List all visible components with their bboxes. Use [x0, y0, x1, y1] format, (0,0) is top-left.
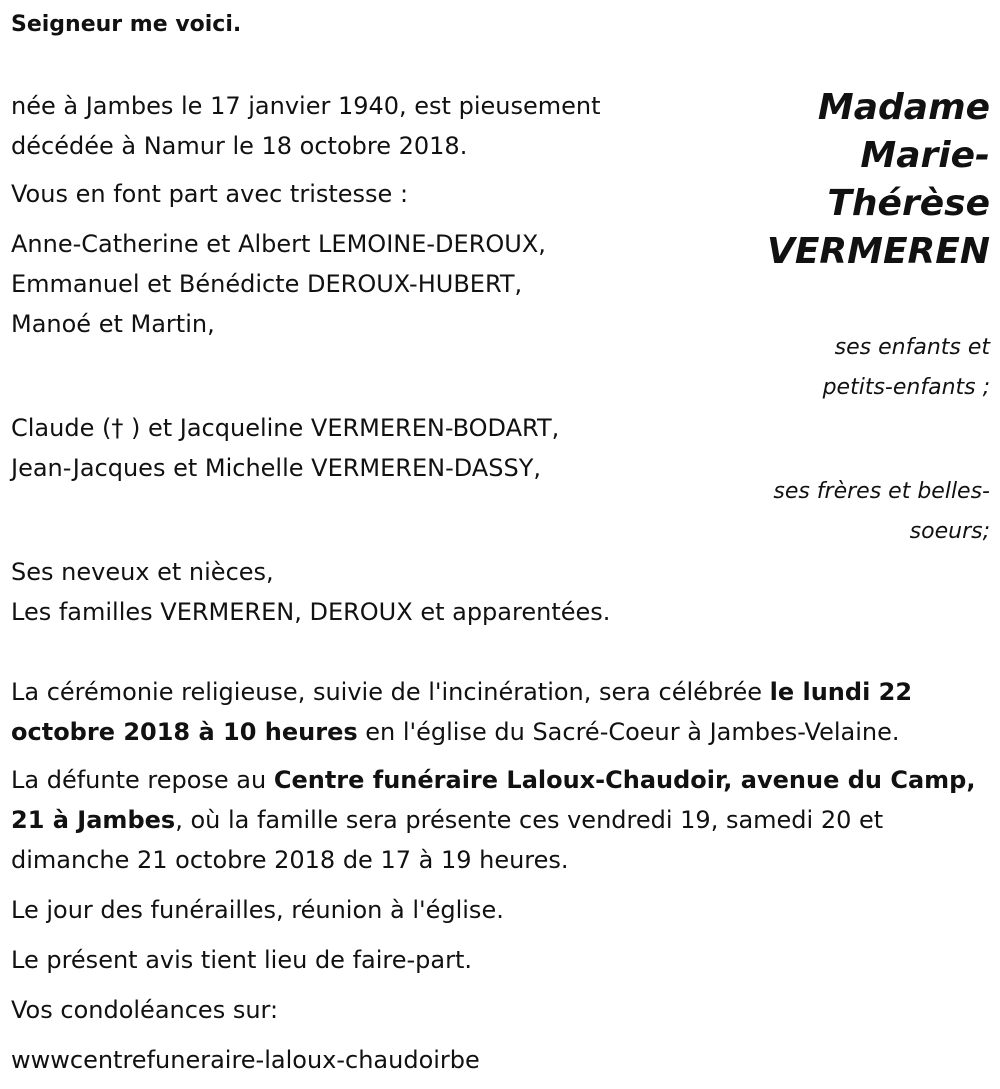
deceased-name [730, 84, 990, 276]
name-line-4: VERMEREN [766, 231, 990, 272]
others-line-2: Les familles VERMEREN, DEROUX et apparentées. [11, 598, 611, 626]
name-line-2: Marie- [860, 135, 990, 176]
others-line-1: Ses neveux et nièces, [11, 558, 274, 586]
ceremony-text-pre: La cérémonie religieuse, suivie de l'incinération, sera célébrée [11, 678, 770, 706]
children-line-2: Emmanuel et Bénédicte DEROUX-HUBERT, [11, 270, 523, 298]
birth-line-1: née à Jambes le 17 janvier 1940, est pieusement [11, 92, 601, 120]
website-link[interactable]: wwwcentrefuneraire-laloux-chaudoirbe [11, 1046, 480, 1074]
funeral-home-address: Centre funéraire Laloux-Chaudoir, avenue du Camp, 21 à Jambes [11, 766, 976, 834]
children-relation-line-2: petits-enfants ; [822, 375, 990, 400]
ceremony-text-post: en l'église du Sacré-Coeur à Jambes-Velaine. [357, 718, 900, 746]
notice-text: Le présent avis tient lieu de faire-part. [11, 946, 473, 974]
condolences-label: Vos condoléances sur: [11, 996, 279, 1024]
name-line-1: Madame [817, 87, 990, 128]
announce-text: Vous en font part avec tristesse : [11, 180, 409, 208]
meeting-text: Le jour des funérailles, réunion à l'église. [11, 896, 504, 924]
children-relation-line-1: ses enfants et [834, 335, 990, 360]
siblings-relation-line-2: soeurs; [909, 519, 990, 544]
siblings-line-2: Jean-Jacques et Michelle VERMEREN-DASSY, [11, 454, 541, 482]
ceremony-paragraph [11, 672, 991, 752]
ceremony-date: le lundi 22 octobre 2018 à 10 heures [11, 678, 913, 746]
header-prayer: Seigneur me voici. [11, 12, 242, 37]
siblings-line-1: Claude († ) et Jacqueline VERMEREN-BODART, [11, 414, 560, 442]
repose-text-pre: La défunte repose au [11, 766, 274, 794]
children-line-3: Manoé et Martin, [11, 310, 215, 338]
siblings-relation [773, 472, 990, 552]
birth-line-2: décédée à Namur le 18 octobre 2018. [11, 132, 468, 160]
repose-text-post: , où la famille sera présente ces vendredi 19, samedi 20 et dimanche 21 octobre 2018 de 17 à 19 heures. [11, 806, 884, 874]
name-line-3: Thérèse [827, 183, 990, 224]
siblings-relation-line-1: ses frères et belles- [773, 479, 990, 504]
children-line-1: Anne-Catherine et Albert LEMOINE-DEROUX, [11, 230, 546, 258]
children-relation [823, 328, 990, 408]
repose-paragraph [11, 760, 991, 880]
